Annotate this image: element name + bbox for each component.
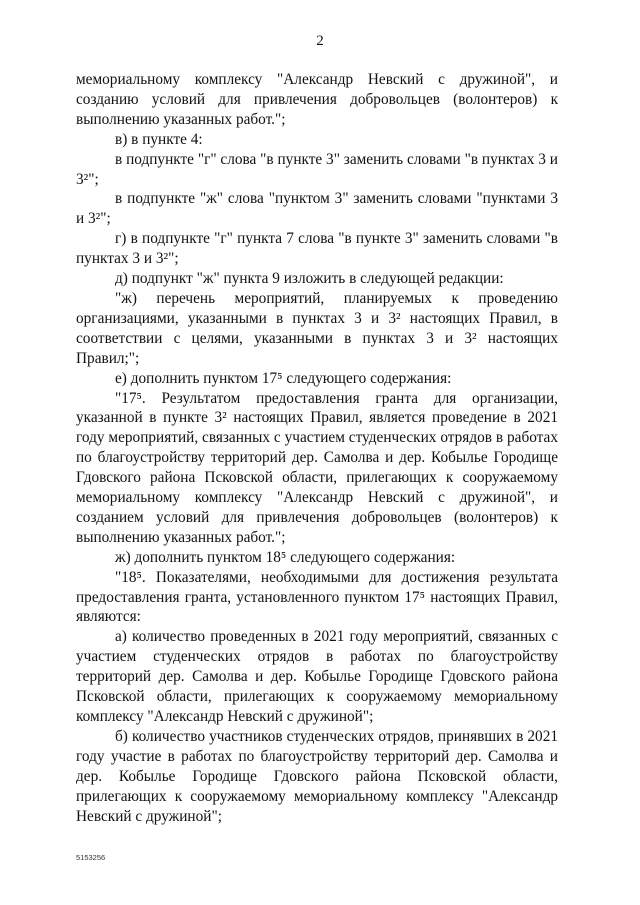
paragraph: б) количество участников студенческих отрядов, принявших в 2021 году участие в работах по благоустройству территорий дер. Самолва и дер. Кобылье Городище Гдовского района Псковской области, прилегающих к сооружаемому мемориальному комплексу "Александр Невский с дружиной"; <box>76 727 558 825</box>
paragraph: г) в подпункте "г" пункта 7 слова "в пункте 3" заменить словами "в пунктах 3 и 3²"; <box>76 230 558 268</box>
paragraph: мемориальному комплексу "Александр Невский с дружиной", и созданию условий для привлечения добровольцев (волонтеров) к выполнению указанных работ."; <box>76 71 558 128</box>
paragraph: ж) дополнить пунктом 18⁵ следующего содержания: <box>115 548 456 566</box>
document-code: 5153256 <box>76 853 106 862</box>
paragraph: а) количество проведенных в 2021 году мероприятий, связанных с участием студенческих отрядов в работах по благоустройству территорий дер. Самолва и дер. Кобылье Городище Гдовского района Псковской области, прилегающих к сооружаемому мемориальному комплексу "Александр Невский с дружиной"; <box>76 628 558 725</box>
paragraph: "ж) перечень мероприятий, планируемых к проведению организациями, указанными в пунктах 3 и 3² настоящих Правил, в соответствии с целями, указанными в пунктах 3 и 3² настоящих Правил;"; <box>76 289 558 367</box>
paragraph: в подпункте "г" слова "в пункте 3" заменить словами "в пунктах 3 и 3²"; <box>76 150 558 188</box>
paragraph: д) подпункт "ж" пункта 9 изложить в следующей редакции: <box>115 270 504 288</box>
page-number: 2 <box>316 33 324 49</box>
paragraph: "18⁵. Показателями, необходимыми для достижения результата предоставления гранта, установленного пунктом 17⁵ настоящих Правил, являются: <box>76 568 558 626</box>
paragraph: "17⁵. Результатом предоставления гранта для организации, указанной в пункте 3² настоящих Правил, является проведение в 2021 году мероприятий, связанных с участием студенческих отрядов в работах по благоустройству территорий дер. Самолва и дер. Кобылье Городище Гдовского района Псковской области, прилегающих к сооружаемому мемориальному комплексу "Александр Невский с дружиной", и созданием условий для привлечения добровольцев (волонтеров) к выполнению указанных работ."; <box>76 389 558 546</box>
paragraph: в подпункте "ж" слова "пунктом 3" заменить словами "пунктами 3 и 3²"; <box>76 190 558 228</box>
document-body <box>76 70 558 826</box>
paragraph: е) дополнить пунктом 17⁵ следующего содержания: <box>115 369 452 387</box>
paragraph: в) в пункте 4: <box>115 130 203 148</box>
